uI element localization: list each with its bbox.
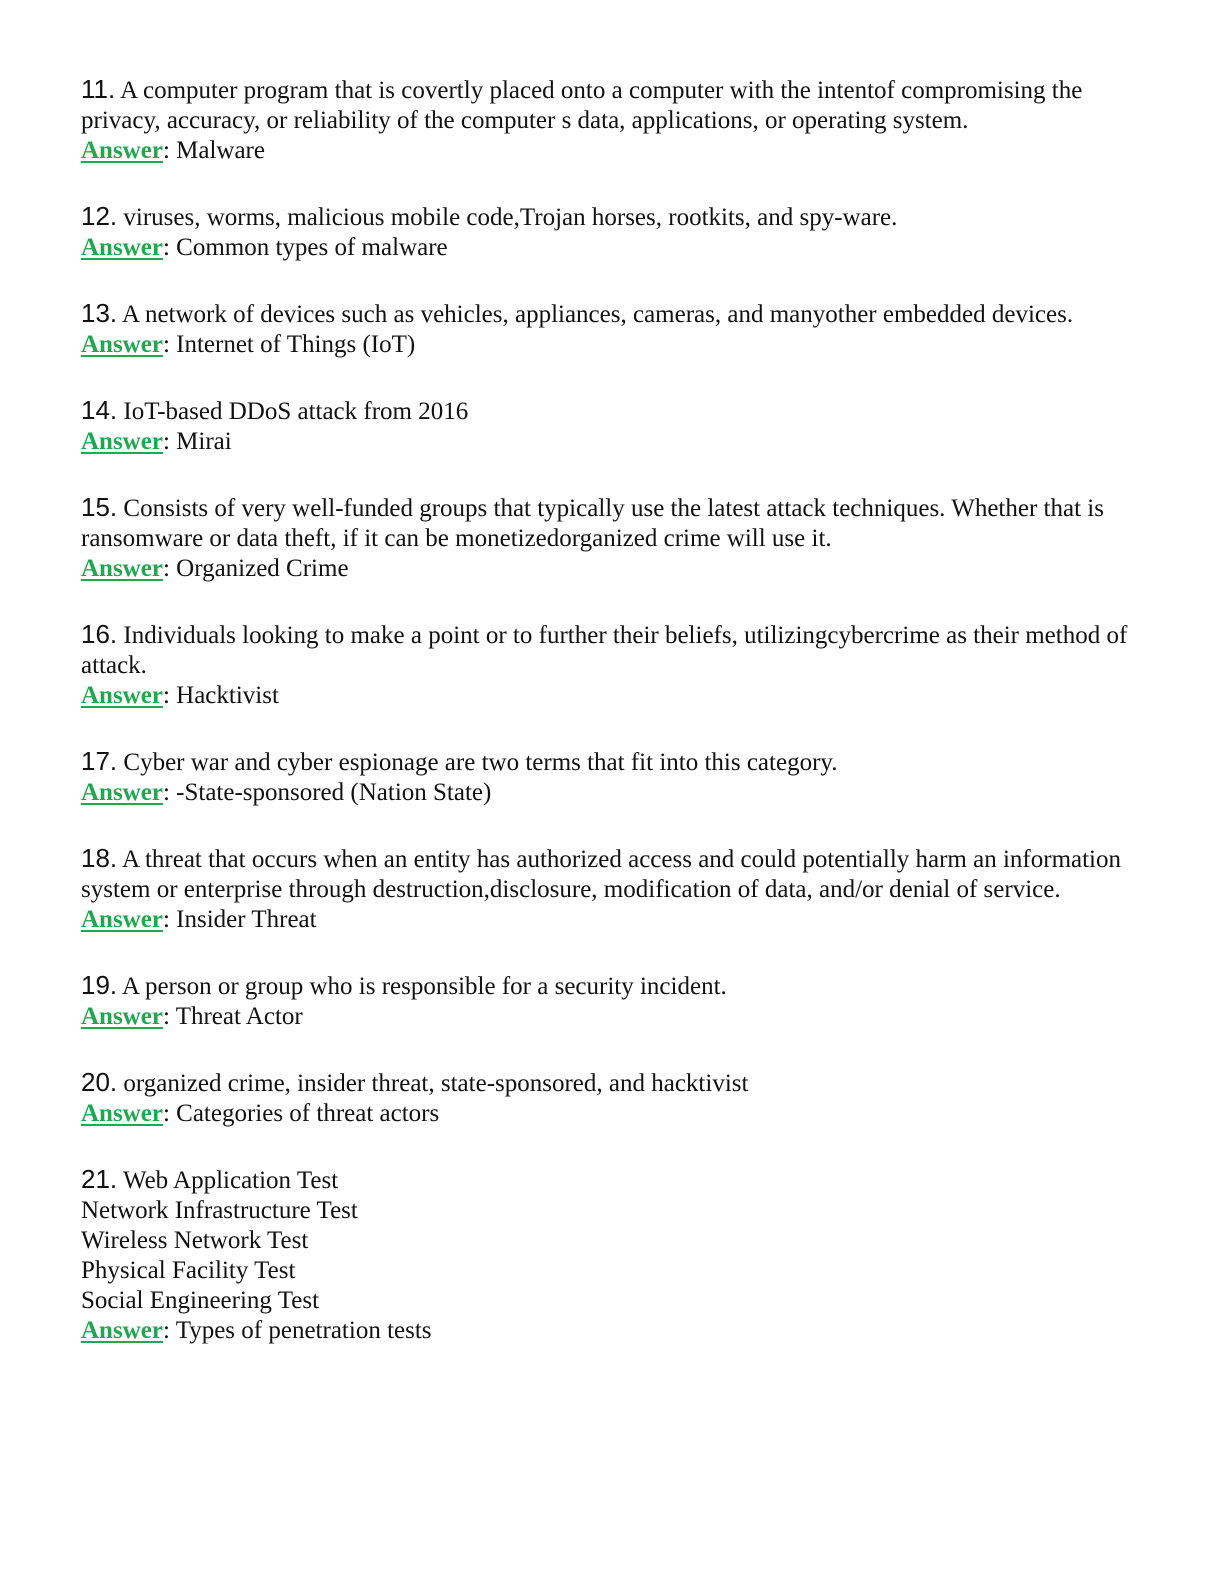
question-line-text: IoT-based DDoS attack from 2016: [123, 398, 469, 425]
question-number: 13.: [81, 298, 118, 328]
question-line-text: Physical Facility Test: [81, 1257, 296, 1284]
answer-text: Threat Actor: [175, 1003, 303, 1030]
answer-label: Answer: [81, 906, 163, 933]
question-line-text: A person or group who is responsible for a security incident.: [122, 973, 727, 1000]
question-line-text: Cyber war and cyber espionage are two terms that fit into this category.: [123, 749, 838, 776]
qa-item: [81, 843, 1151, 935]
answer-label: Answer: [81, 1003, 163, 1030]
question-text: [81, 74, 1151, 136]
answer-text: Hacktivist: [176, 682, 279, 709]
question-number: 20.: [81, 1067, 118, 1097]
answer-label: Answer: [81, 331, 163, 358]
question-line: [81, 201, 1151, 233]
question-line-text: Individuals looking to make a point or to further their beliefs, utilizingcybercrime as their method of attack.: [81, 622, 1128, 679]
question-line: [81, 619, 1151, 681]
question-line-text: A network of devices such as vehicles, appliances, cameras, and manyother embedded devices.: [122, 301, 1074, 328]
qa-item: [81, 298, 1151, 360]
answer-line: Answer: Hacktivist: [81, 682, 279, 709]
answer-label: Answer: [81, 234, 163, 261]
question-line: [81, 395, 1151, 427]
answer-line: Answer: Types of penetration tests: [81, 1317, 432, 1344]
question-line-text: Wireless Network Test: [81, 1227, 309, 1254]
question-line: [81, 843, 1151, 905]
question-line-text: Web Application Test: [122, 1167, 339, 1194]
question-text: [81, 298, 1151, 330]
question-number: 18.: [81, 843, 118, 873]
question-line-text: Consists of very well-funded groups that typically use the latest attack techniques. Whether that is ransomware or data theft, if it can be monetizedorganized crime will use it.: [81, 495, 1104, 552]
question-line: [81, 298, 1151, 330]
qa-item: [81, 970, 1151, 1032]
question-text: [81, 843, 1151, 905]
qa-item: [81, 746, 1151, 808]
question-line-text: Social Engineering Test: [81, 1287, 320, 1314]
question-line: [81, 1286, 1151, 1316]
question-line-text: A computer program that is covertly placed onto a computer with the intentof compromising the privacy, accuracy, or reliability of the computer s data, applications, or operating system.: [81, 77, 1083, 134]
answer-label: Answer: [81, 1100, 163, 1127]
question-line: [81, 1226, 1151, 1256]
question-text: [81, 395, 1151, 427]
answer-line: Answer: Categories of threat actors: [81, 1100, 440, 1127]
answer-text: Organized Crime: [176, 555, 349, 582]
qa-item: [81, 619, 1151, 711]
answer-line: Answer: Mirai: [81, 428, 232, 455]
question-number: 19.: [81, 970, 118, 1000]
question-number: 21.: [81, 1164, 118, 1194]
question-number: 11.: [81, 74, 116, 104]
answer-line: Answer: -State-sponsored (Nation State): [81, 779, 492, 806]
question-line: [81, 746, 1151, 778]
question-number: 15.: [81, 492, 118, 522]
answer-text: Malware: [176, 137, 265, 164]
question-line-text: organized crime, insider threat, state-sponsored, and hacktivist: [123, 1070, 749, 1097]
question-number: 17.: [81, 746, 118, 776]
answer-line: Answer: Internet of Things (IoT): [81, 331, 416, 358]
answer-text: Categories of threat actors: [176, 1100, 440, 1127]
question-text: [81, 746, 1151, 778]
answer-line: Answer: Threat Actor: [81, 1003, 303, 1030]
qa-list: [81, 74, 1151, 1381]
question-text: [81, 1164, 1151, 1316]
answer-text: Mirai: [176, 428, 232, 455]
answer-label: Answer: [81, 682, 163, 709]
answer-label: Answer: [81, 1317, 163, 1344]
qa-item: [81, 492, 1151, 584]
question-text: [81, 1067, 1151, 1099]
answer-line: Answer: Insider Threat: [81, 906, 317, 933]
question-number: 16.: [81, 619, 118, 649]
question-text: [81, 201, 1151, 233]
question-line: [81, 74, 1151, 136]
question-number: 14.: [81, 395, 118, 425]
question-text: [81, 492, 1151, 554]
qa-item: [81, 1067, 1151, 1129]
question-line: [81, 1256, 1151, 1286]
question-text: [81, 619, 1151, 681]
answer-line: Answer: Organized Crime: [81, 555, 349, 582]
qa-item: [81, 395, 1151, 457]
qa-item: [81, 74, 1151, 166]
question-line: [81, 1164, 1151, 1196]
answer-line: Answer: Malware: [81, 137, 265, 164]
answer-text: Internet of Things (IoT): [176, 331, 416, 358]
answer-label: Answer: [81, 428, 163, 455]
answer-text: -State-sponsored (Nation State): [176, 779, 492, 806]
answer-label: Answer: [81, 555, 163, 582]
qa-item: [81, 1164, 1151, 1346]
question-line: [81, 492, 1151, 554]
question-line: [81, 1067, 1151, 1099]
answer-text: Common types of malware: [176, 234, 448, 261]
question-line-text: viruses, worms, malicious mobile code,Trojan horses, rootkits, and spy-ware.: [123, 204, 898, 231]
qa-item: [81, 201, 1151, 263]
answer-text: Types of penetration tests: [175, 1317, 432, 1344]
answer-label: Answer: [81, 779, 163, 806]
question-line: [81, 1196, 1151, 1226]
question-text: [81, 970, 1151, 1002]
question-line-text: A threat that occurs when an entity has authorized access and could potentially harm an information system or enterprise through destruction,disclosure, modification of data, and/or denial of service.: [81, 846, 1122, 903]
answer-text: Insider Threat: [176, 906, 317, 933]
question-line: [81, 970, 1151, 1002]
answer-label: Answer: [81, 137, 163, 164]
question-line-text: Network Infrastructure Test: [81, 1197, 358, 1224]
question-number: 12.: [81, 201, 118, 231]
answer-line: Answer: Common types of malware: [81, 234, 448, 261]
